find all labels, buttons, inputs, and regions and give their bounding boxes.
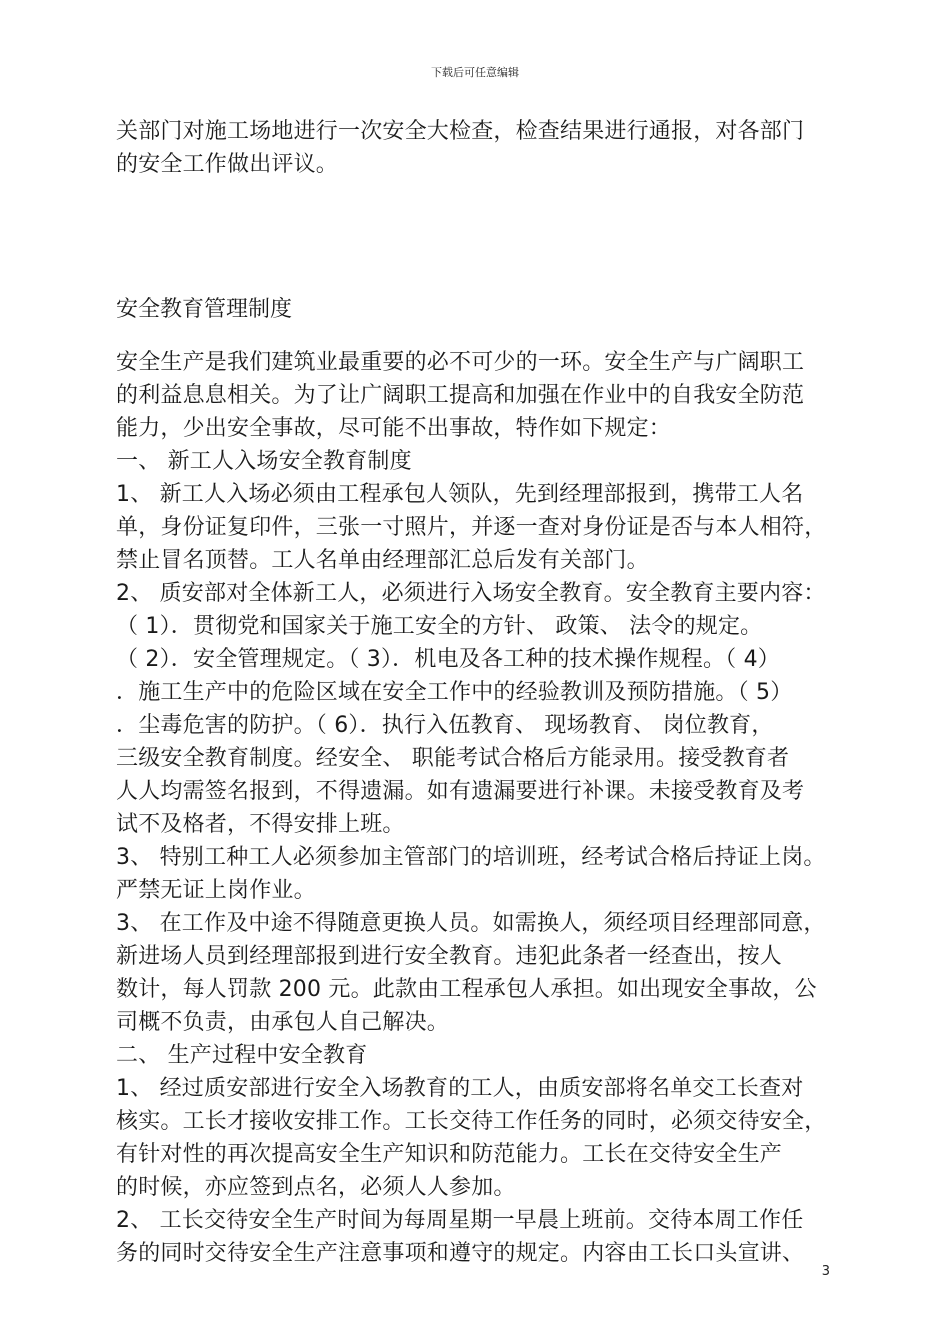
paragraph-line: 试不及格者，不得安排上班。	[116, 812, 405, 837]
paragraph-line: 二、 生产过程中安全教育	[116, 1043, 368, 1068]
page-header: 下载后可任意编辑	[431, 66, 519, 79]
page-number: 3	[821, 1264, 830, 1279]
paragraph-line: 数计，每人罚款 200 元。此款由工程承包人承担。如出现安全事故，公	[116, 977, 817, 1002]
paragraph-line: 1、 经过质安部进行安全入场教育的工人，由质安部将名单交工长查对	[116, 1076, 804, 1101]
paragraph-line: 1、 新工人入场必须由工程承包人领队，先到经理部报到，携带工人名	[116, 482, 804, 507]
paragraph-line: 安全生产是我们建筑业最重要的必不可少的一环。安全生产与广阔职工	[116, 350, 805, 375]
paragraph-line: 3、 在工作及中途不得随意更换人员。如需换人，须经项目经理部同意，	[116, 911, 826, 936]
paragraph-line: 一、 新工人入场安全教育制度	[116, 449, 412, 474]
section-title: 安全教育管理制度	[116, 297, 293, 322]
section-body	[116, 346, 840, 1270]
paragraph-line: 2、 工长交待安全生产时间为每周星期一早晨上班前。交待本周工作任	[116, 1208, 804, 1233]
paragraph-line: 的利益息息相关。为了让广阔职工提高和加强在作业中的自我安全防范	[116, 383, 805, 408]
paragraph-line: 人人均需签名报到，不得遗漏。如有遗漏要进行补课。未接受教育及考	[116, 779, 805, 804]
document-body	[116, 115, 840, 1270]
paragraph-line: 核实。工长才接收安排工作。工长交待工作任务的同时，必须交待安全，	[116, 1109, 827, 1134]
paragraph-line: 新进场人员到经理部报到进行安全教育。违犯此条者一经查出，按人	[116, 944, 783, 969]
paragraph-line: ．施工生产中的危险区域在安全工作中的经验教训及预防措施。（ 5）	[116, 680, 793, 705]
paragraph-line: 关部门对施工场地进行一次安全大检查，检查结果进行通报，对各部门	[116, 119, 805, 144]
paragraph-line: 司概不负责，由承包人自己解决。	[116, 1010, 450, 1035]
paragraph-line: 严禁无证上岗作业。	[116, 878, 316, 903]
paragraph-line: 的时候，亦应签到点名，必须人人参加。	[116, 1175, 516, 1200]
paragraph-line: 三级安全教育制度。经安全、 职能考试合格后方能录用。接受教育者	[116, 746, 790, 771]
paragraph-line: 单，身份证复印件，三张一寸照片，并逐一查对身份证是否与本人相符，	[116, 515, 827, 540]
paragraph-line: 2、 质安部对全体新工人，必须进行入场安全教育。安全教育主要内容：	[116, 581, 826, 606]
spacer	[116, 181, 840, 293]
paragraph-line: 的安全工作做出评议。	[116, 152, 339, 177]
paragraph-line: 务的同时交待安全生产注意事项和遵守的规定。内容由工长口头宣讲、	[116, 1241, 805, 1266]
paragraph-line: 3、 特别工种工人必须参加主管部门的培训班，经考试合格后持证上岗。	[116, 845, 826, 870]
paragraph-line: ．尘毒危害的防护。（ 6）．执行入伍教育、 现场教育、 岗位教育，	[116, 713, 774, 738]
paragraph-line: 禁止冒名顶替。工人名单由经理部汇总后发有关部门。	[116, 548, 649, 573]
paragraph-line: （ 1）．贯彻党和国家关于施工安全的方针、 政策、 法令的规定。	[116, 614, 763, 639]
paragraph-line: （ 2）．安全管理规定。（ 3）．机电及各工种的技术操作规程。（ 4）	[116, 647, 780, 672]
paragraph-line: 能力，少出安全事故，尽可能不出事故，特作如下规定：	[116, 416, 672, 441]
paragraph-line: 有针对性的再次提高安全生产知识和防范能力。工长在交待安全生产	[116, 1142, 783, 1167]
spacer	[116, 326, 840, 346]
